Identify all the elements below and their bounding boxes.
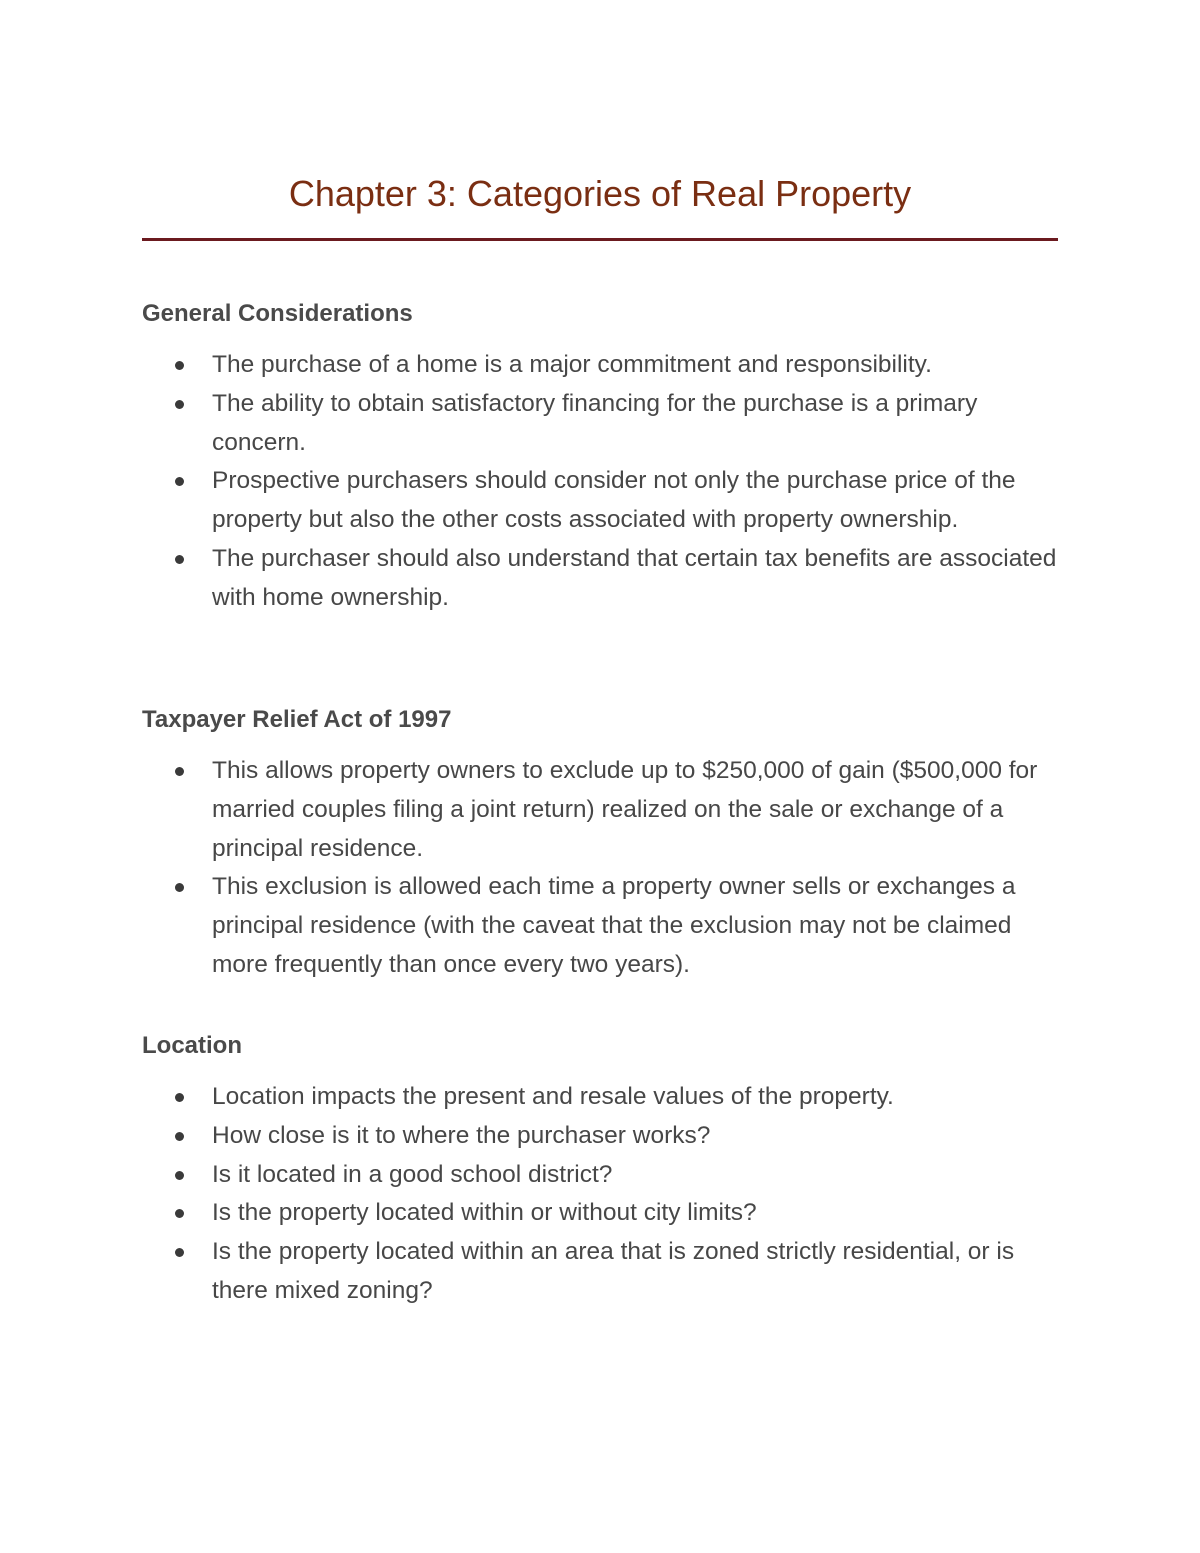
bullet-icon <box>175 477 184 486</box>
section-heading: Location <box>142 1032 242 1059</box>
list-item <box>142 462 1072 540</box>
bullet-icon <box>175 767 184 776</box>
list-item <box>142 1156 1072 1195</box>
list-item-text: The purchaser should also understand that certain tax benefits are associated with home ownership. <box>212 544 1057 611</box>
bullet-icon <box>175 1248 184 1257</box>
section-heading: General Considerations <box>142 300 413 327</box>
list-item <box>142 1117 1072 1156</box>
bullet-icon <box>175 1093 184 1102</box>
list-item-text: Is it located in a good school district? <box>212 1160 613 1188</box>
bullet-icon <box>175 400 184 409</box>
bullet-list <box>142 752 1072 985</box>
list-item-text: This allows property owners to exclude up to $250,000 of gain ($500,000 for married couples filing a joint return) realized on the sale or exchange of a principal residence. <box>212 757 1038 862</box>
page-title: Chapter 3: Categories of Real Property <box>288 173 912 214</box>
list-item-text: Prospective purchasers should consider not only the purchase price of the property but also the other costs associated with property ownership. <box>212 467 1016 534</box>
list-item-text: This exclusion is allowed each time a property owner sells or exchanges a principal residence (with the caveat that the exclusion may not be claimed more frequently than once every two years). <box>212 873 1016 978</box>
bullet-icon <box>175 1132 184 1141</box>
list-item <box>142 385 1072 463</box>
list-item <box>142 346 1072 385</box>
list-item-text: Is the property located within an area that is zoned strictly residential, or is there mixed zoning? <box>212 1238 1015 1304</box>
title-divider <box>142 238 1058 241</box>
list-item <box>142 1194 1072 1233</box>
list-item-text: The ability to obtain satisfactory financing for the purchase is a primary concern. <box>212 389 978 456</box>
list-item-text: Is the property located within or without city limits? <box>212 1199 757 1227</box>
list-item <box>142 752 1072 868</box>
list-item-text: How close is it to where the purchaser works? <box>212 1121 711 1149</box>
bullet-list <box>142 346 1072 618</box>
list-item <box>142 1233 1072 1311</box>
list-item-text: The purchase of a home is a major commitment and responsibility. <box>212 351 932 378</box>
bullet-icon <box>175 555 184 564</box>
section-general-considerations <box>142 296 1072 618</box>
section-taxpayer-relief-act <box>142 702 1072 985</box>
list-item-text: Location impacts the present and resale values of the property. <box>212 1083 894 1110</box>
section-location <box>142 1028 1072 1311</box>
list-item <box>142 540 1072 618</box>
bullet-icon <box>175 1171 184 1180</box>
section-heading: Taxpayer Relief Act of 1997 <box>142 706 452 733</box>
list-item <box>142 868 1072 984</box>
bullet-icon <box>175 361 184 370</box>
bullet-icon <box>175 883 184 892</box>
bullet-icon <box>175 1209 184 1218</box>
list-item <box>142 1078 1072 1117</box>
bullet-list <box>142 1078 1072 1311</box>
